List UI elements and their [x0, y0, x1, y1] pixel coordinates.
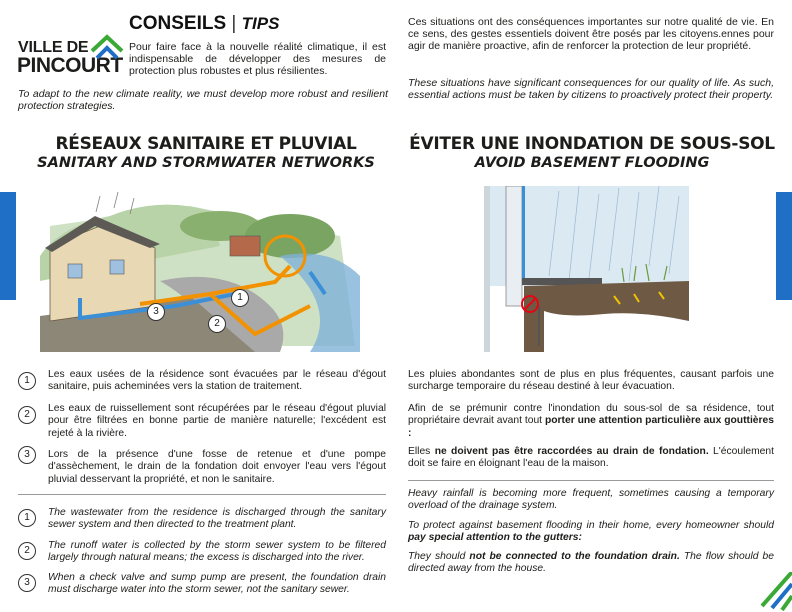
right-en-paragraph-2: To protect against basement flooding in their home, every homeowner should pay special attention to the gutters: [408, 520, 774, 544]
callout-3: 3 [147, 303, 165, 321]
list-en-number-1: 1 [18, 509, 36, 527]
list-en-item-2: The runoff water is collected by the storm sewer system to be filtered largely through natural means; the excess is discharged into the river. [48, 540, 386, 564]
list-fr-number-2: 2 [18, 406, 36, 424]
list-en-number-3: 3 [18, 574, 36, 592]
page-title: CONSEILS | TIPS [129, 13, 280, 34]
list-fr-item-3: Lors de la présence d'une fosse de retenue et d'une pompe d'assèchement, le drain de la fondation doit envoyer l'eau vers l'égout pluvial desservant la propriété, et non le sanitaire. [48, 449, 386, 485]
consequences-en: These situations have significant consequences for our quality of life. As such, essential actions must be taken by citizens to proactively protect their property. [408, 77, 774, 102]
list-fr-number-3: 3 [18, 446, 36, 464]
right-heading-en: AVOID BASEMENT FLOODING [474, 155, 710, 171]
basement-flooding-illustration [484, 186, 689, 352]
left-divider [18, 494, 386, 495]
consequences-fr: Ces situations ont des conséquences importantes sur notre qualité de vie. En ce sens, des gestes essentiels doivent être posés par les citoyens.ennes pour agir de manière proactive, afin de renforcer la protection de leur propriété. [408, 16, 774, 53]
corner-chevrons-icon [760, 572, 792, 612]
right-divider [408, 480, 774, 481]
right-fr-paragraph-3: Elles ne doivent pas être raccordées au drain de fondation. L'écoulement doit se faire en éloignant l'eau de la maison. [408, 446, 774, 470]
list-en-number-2: 2 [18, 542, 36, 560]
right-heading-fr: ÉVITER UNE INONDATION DE SOUS-SOL [409, 134, 775, 154]
list-fr-item-2: Les eaux de ruissellement sont récupérées par le réseau d'égout pluvial pour être filtrées en bonne partie de manière naturelle; l'excédent est rejeté à la rivière. [48, 403, 386, 439]
list-en-item-3: When a check valve and sump pump are present, the foundation drain must discharge water into the storm sewer, not the sanitary sewer. [48, 572, 386, 596]
list-fr-item-1: Les eaux usées de la résidence sont évacuées par le réseau d'égout sanitaire, puis acheminées vers la station de traitement. [48, 369, 386, 393]
sewer-network-illustration [40, 186, 360, 352]
left-heading-fr: RÉSEAUX SANITAIRE ET PLUVIAL [55, 134, 357, 154]
callout-2: 2 [208, 315, 226, 333]
left-heading-en: SANITARY AND STORMWATER NETWORKS [37, 155, 375, 171]
left-accent-bar [0, 192, 16, 300]
list-fr-number-1: 1 [18, 372, 36, 390]
intro-fr: Pour faire face à la nouvelle réalité climatique, il est indispensable de développer des mesures de protection plus robustes et plus résilientes. [129, 41, 386, 78]
logo-pincourt: PINCOURT [17, 54, 123, 77]
intro-en: To adapt to the new climate reality, we must develop more robust and resilient protection strategies. [18, 88, 388, 113]
right-fr-paragraph-1: Les pluies abondantes sont de plus en plus fréquentes, causant parfois une surcharge temporaire du réseau destiné à leur évacuation. [408, 369, 774, 393]
callout-1: 1 [231, 289, 249, 307]
logo-chevron-icon [90, 31, 124, 61]
right-fr-paragraph-2: Afin de se prémunir contre l'inondation du sous-sol de sa résidence, tout propriétaire devrait avant tout porter une attention particulière aux gouttières : [408, 403, 774, 439]
right-en-paragraph-1: Heavy rainfall is becoming more frequent, sometimes causing a temporary overload of the drainage system. [408, 488, 774, 512]
list-en-item-1: The wastewater from the residence is discharged through the sanitary sewer system and then directed to the treatment plant. [48, 507, 386, 531]
logo-ville-de: VILLE DE [18, 39, 89, 56]
right-accent-bar [776, 192, 792, 300]
right-en-paragraph-3: They should not be connected to the foundation drain. The flow should be directed away from the house. [408, 551, 774, 575]
